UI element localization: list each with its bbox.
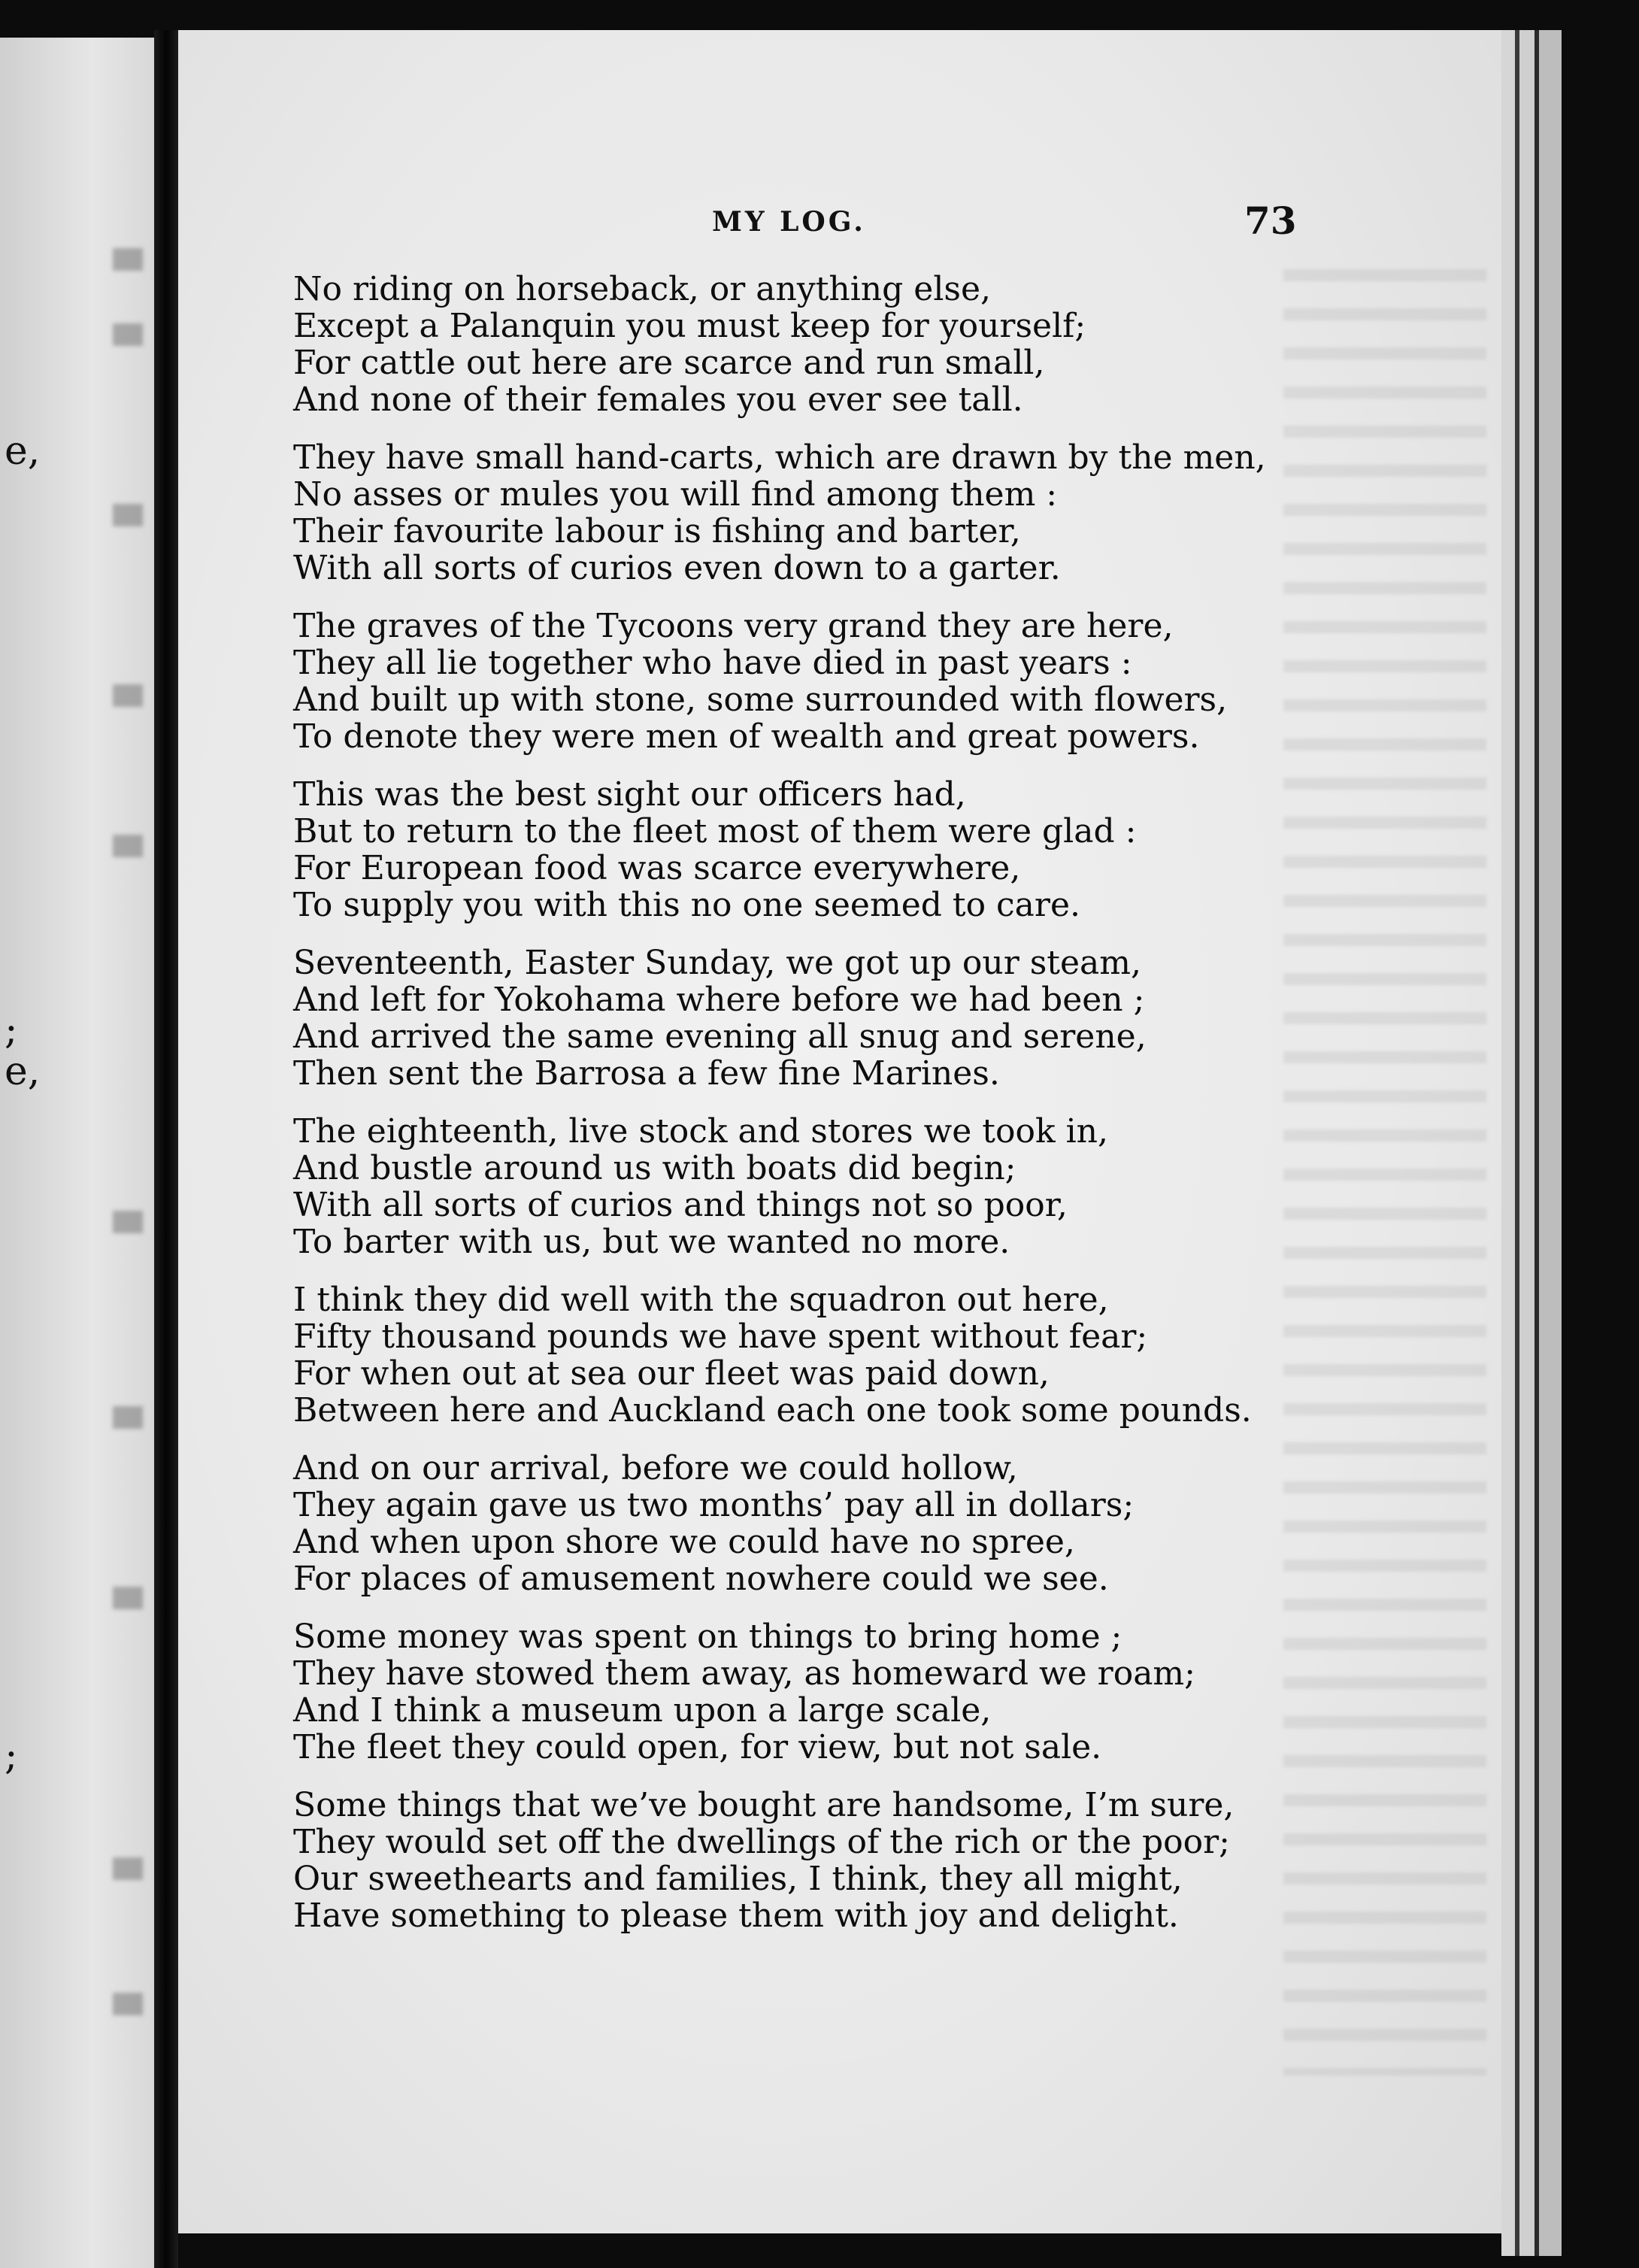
- verse-line: Between here and Auckland each one took some pounds.: [293, 1391, 1252, 1430]
- verse-line: To supply you with this no one seemed to care.: [293, 886, 1080, 924]
- left-fragment: ;: [5, 1008, 18, 1053]
- left-ghost-mark: [113, 504, 143, 526]
- verse-line: And on our arrival, before we could hollow,: [293, 1449, 1018, 1487]
- verse-line: Except a Palanquin you must keep for yourself;: [293, 307, 1086, 345]
- verse-line: Have something to please them with joy and delight.: [293, 1897, 1179, 1935]
- verse-line: Our sweethearts and families, I think, they all might,: [293, 1860, 1183, 1898]
- verse-line: For when out at sea our fleet was paid down,: [293, 1354, 1050, 1393]
- left-ghost-mark: [113, 1993, 143, 2015]
- page-edge-leaf: [1539, 30, 1562, 2256]
- stanza: [293, 1450, 1481, 1597]
- left-fragment: ;: [5, 1733, 18, 1778]
- verse-line: They have stowed them away, as homeward we roam;: [293, 1654, 1195, 1693]
- running-head: MY LOG.: [712, 206, 866, 238]
- book-page: [178, 30, 1501, 2233]
- verse-line: For cattle out here are scarce and run small,: [293, 344, 1045, 382]
- left-ghost-mark: [113, 323, 143, 346]
- verse-line: And bustle around us with boats did begin;: [293, 1149, 1016, 1187]
- stanza: [293, 271, 1481, 418]
- verse-line: Fifty thousand pounds we have spent without fear;: [293, 1317, 1148, 1356]
- verse-line: Their favourite labour is fishing and barter,: [293, 512, 1021, 550]
- verse-line: They have small hand-carts, which are drawn by the men,: [293, 438, 1266, 477]
- verse-line: And left for Yokohama where before we had been ;: [293, 981, 1145, 1019]
- left-ghost-mark: [113, 1211, 143, 1233]
- left-ghost-mark: [113, 248, 143, 271]
- verse-line: They would set off the dwellings of the rich or the poor;: [293, 1823, 1230, 1861]
- stanza: [293, 1281, 1481, 1429]
- stanza: [293, 1787, 1481, 1934]
- verse-line: I think they did well with the squadron out here,: [293, 1281, 1109, 1319]
- page-header: [178, 199, 1501, 251]
- poem-body: [293, 271, 1481, 1955]
- verse-line: Seventeenth, Easter Sunday, we got up our steam,: [293, 944, 1141, 982]
- verse-line: They all lie together who have died in past years :: [293, 644, 1132, 682]
- verse-line: To barter with us, but we wanted no more.: [293, 1223, 1010, 1261]
- verse-line: Some money was spent on things to bring home ;: [293, 1618, 1122, 1656]
- stanza: [293, 1618, 1481, 1766]
- stanza: [293, 608, 1481, 755]
- verse-line: The graves of the Tycoons very grand they are here,: [293, 607, 1174, 645]
- stanza: [293, 944, 1481, 1092]
- left-fragment: e,: [5, 1049, 41, 1094]
- page-number: 73: [1244, 199, 1297, 243]
- left-ghost-mark: [113, 684, 143, 707]
- verse-line: With all sorts of curios and things not so poor,: [293, 1186, 1068, 1224]
- verse-line: And when upon shore we could have no spree,: [293, 1523, 1075, 1561]
- left-page-text-fragments: [0, 38, 154, 2268]
- stanza: [293, 776, 1481, 923]
- left-ghost-mark: [113, 835, 143, 857]
- page-edge-leaf: [1519, 30, 1534, 2256]
- verse-line: With all sorts of curios even down to a garter.: [293, 549, 1061, 587]
- verse-line: No riding on horseback, or anything else,: [293, 270, 992, 308]
- verse-line: And arrived the same evening all snug and serene,: [293, 1017, 1147, 1056]
- left-ghost-mark: [113, 1587, 143, 1609]
- verse-line: No asses or mules you will find among them :: [293, 475, 1058, 514]
- verse-line: But to return to the fleet most of them were glad :: [293, 812, 1137, 850]
- verse-line: This was the best sight our officers had,: [293, 775, 966, 814]
- book-gutter: [154, 30, 178, 2268]
- verse-line: And built up with stone, some surrounded with flowers,: [293, 681, 1228, 719]
- scan-background: [1562, 30, 1639, 2256]
- page-edge-leaf: [1501, 30, 1515, 2256]
- verse-line: And I think a museum upon a large scale,: [293, 1691, 992, 1730]
- verse-line: Then sent the Barrosa a few fine Marines.: [293, 1054, 1000, 1093]
- verse-line: And none of their females you ever see tall.: [293, 381, 1023, 419]
- verse-line: Some things that we’ve bought are handsome, I’m sure,: [293, 1786, 1235, 1824]
- left-ghost-mark: [113, 1406, 143, 1429]
- verse-line: The fleet they could open, for view, but not sale.: [293, 1728, 1102, 1766]
- left-page-edge: [0, 38, 154, 2268]
- verse-line: They again gave us two months’ pay all in dollars;: [293, 1486, 1135, 1524]
- left-ghost-mark: [113, 1857, 143, 1880]
- verse-line: For European food was scarce everywhere,: [293, 849, 1021, 887]
- verse-line: For places of amusement nowhere could we see.: [293, 1560, 1109, 1598]
- left-fragment: e,: [5, 429, 41, 474]
- verse-line: To denote they were men of wealth and great powers.: [293, 717, 1200, 756]
- stanza: [293, 1113, 1481, 1260]
- verse-line: The eighteenth, live stock and stores we took in,: [293, 1112, 1108, 1151]
- stanza: [293, 439, 1481, 587]
